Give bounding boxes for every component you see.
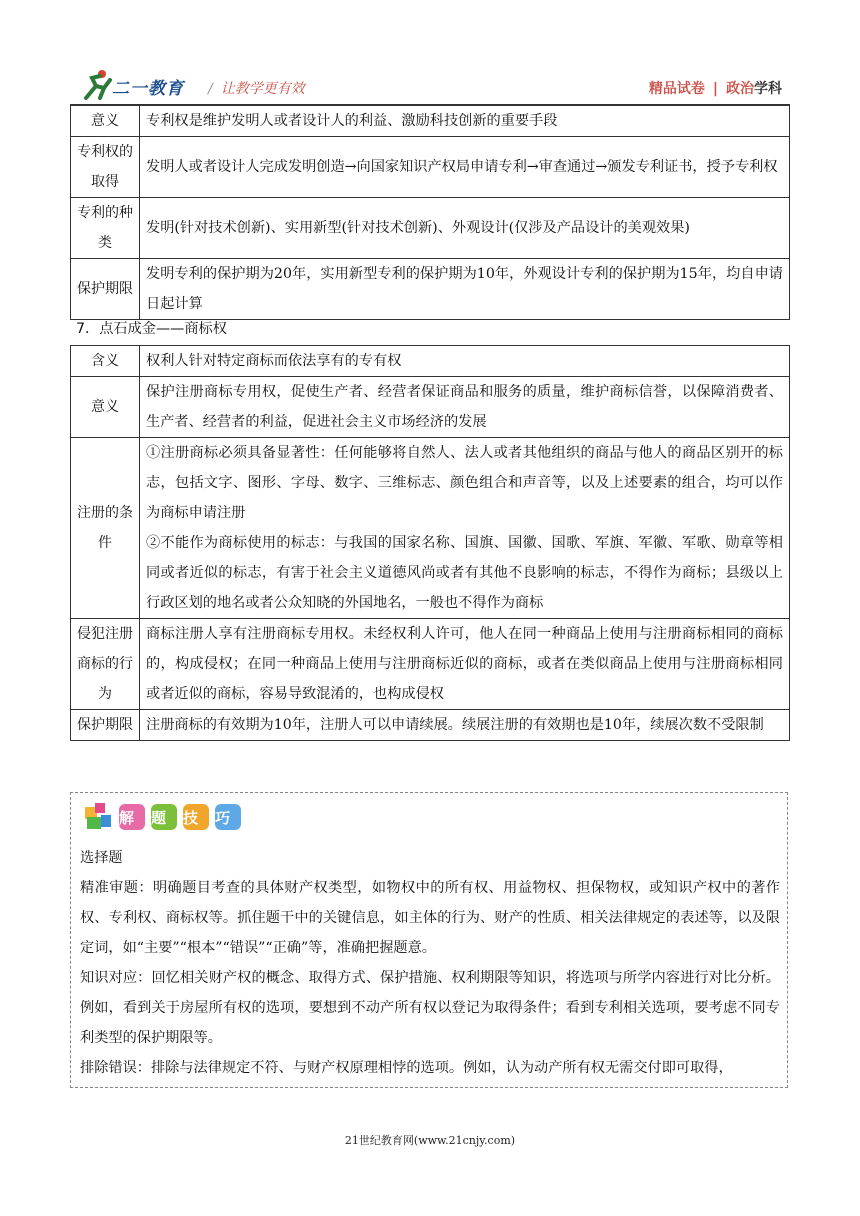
row-key: 专利的种类	[71, 198, 140, 259]
row-key: 意义	[71, 106, 140, 137]
row-value: 商标注册人享有注册商标专用权。未经权利人许可，他人在同一种商品上使用与注册商标相同的商标的，构成侵权；在同一种商品上使用与注册商标近似的商标，或者在类似商品上使用与注册商标相同或者近似的商标，容易导致混淆的，也构成侵权	[140, 619, 790, 710]
page-header	[70, 66, 790, 106]
row-value: 权利人针对特定商标而依法享有的专有权	[140, 346, 790, 377]
tips-box	[70, 792, 788, 1088]
header-label-a: 精品试卷	[648, 81, 705, 97]
row-key: 侵犯注册商标的行为	[71, 619, 140, 710]
table-row	[71, 259, 790, 320]
tips-paragraph: 知识对应：回忆相关财产权的概念、取得方式、保护措施、权利期限等知识，将选项与所学内容进行对比分析。例如，看到关于房屋所有权的选项，要想到不动产所有权以登记为取得条件；看到专利相关选项，要考虑不同专利类型的保护期限等。	[80, 970, 780, 1046]
row-key: 保护期限	[71, 259, 140, 320]
section-title: 7．点石成金——商标权	[76, 321, 227, 337]
tips-paragraph: 排除错误：排除与法律规定不符、与财产权原理相悖的选项。例如，认为动产所有权无需交付即可取得，	[80, 1060, 733, 1076]
slogan: / 让教学更有效	[208, 81, 305, 97]
table-row	[71, 106, 790, 137]
table-row	[71, 619, 790, 710]
row-key: 保护期限	[71, 710, 140, 741]
tips-badge-text: 解题技巧	[119, 809, 248, 827]
row-key: 专利权的取得	[71, 137, 140, 198]
header-label-c: 学科	[754, 81, 782, 97]
tips-paragraph: 精准审题：明确题目考查的具体财产权类型，如物权中的所有权、用益物权、担保物权，或知识产权中的著作权、专利权、商标权等。抓住题干中的关键信息，如主体的行为、财产的性质、相关法律规定的表述等，以及限定词，如“主要”“根本”“错误”“正确”等，准确把握题意。	[80, 880, 780, 956]
header-right: 精品试卷 | 政治学科	[648, 81, 782, 97]
table-row	[71, 438, 790, 619]
table-row	[71, 346, 790, 377]
tips-body	[80, 843, 780, 1083]
row-key: 意义	[71, 377, 140, 438]
row-key: 注册的条件	[71, 438, 140, 619]
row-value: 注册商标的有效期为10年，注册人可以申请续展。续展注册的有效期也是10年，续展次数不受限制	[140, 710, 790, 741]
page-footer: 21世纪教育网(www.21cnjy.com)	[344, 1134, 516, 1147]
row-key: 含义	[71, 346, 140, 377]
row-value: 保护注册商标专用权，促使生产者、经营者保证商品和服务的质量，维护商标信誉，以保障消费者、生产者、经营者的利益，促进社会主义市场经济的发展	[140, 377, 790, 438]
row-value	[140, 438, 790, 619]
condition-1: ①注册商标必须具备显著性：任何能够将自然人、法人或者其他组织的商品与他人的商品区别开的标志，包括文字、图形、字母、数字、三维标志、颜色组合和声音等，以及上述要素的组合，均可以作为商标申请注册	[146, 445, 783, 521]
row-value: 发明人或者设计人完成发明创造→向国家知识产权局申请专利→审查通过→颁发专利证书，授予专利权	[140, 137, 790, 198]
brand-name: 二一教育	[112, 79, 184, 99]
row-value: 发明(针对技术创新)、实用新型(针对技术创新)、外观设计(仅涉及产品设计的美观效果)	[140, 198, 790, 259]
table-row	[71, 710, 790, 741]
row-value: 专利权是维护发明人或者设计人的利益、激励科技创新的重要手段	[140, 106, 790, 137]
condition-2: ②不能作为商标使用的标志：与我国的国家名称、国旗、国徽、国歌、军旗、军徽、军歌、勋章等相同或者近似的标志，有害于社会主义道德风尚或者有其他不良影响的标志，不得作为商标；县级以上行政区划的地名或者公众知晓的外国地名，一般也不得作为商标	[146, 535, 783, 611]
table-row	[71, 198, 790, 259]
trademark-table	[70, 345, 790, 741]
tips-heading: 选择题	[80, 850, 123, 866]
patent-table	[70, 105, 790, 320]
header-label-b: 政治	[726, 81, 754, 97]
slogan-text: 让教学更有效	[220, 81, 305, 97]
table-row	[71, 377, 790, 438]
table-row	[71, 137, 790, 198]
row-value: 发明专利的保护期为20年，实用新型专利的保护期为10年，外观设计专利的保护期为15年，均自申请日起计算	[140, 259, 790, 320]
